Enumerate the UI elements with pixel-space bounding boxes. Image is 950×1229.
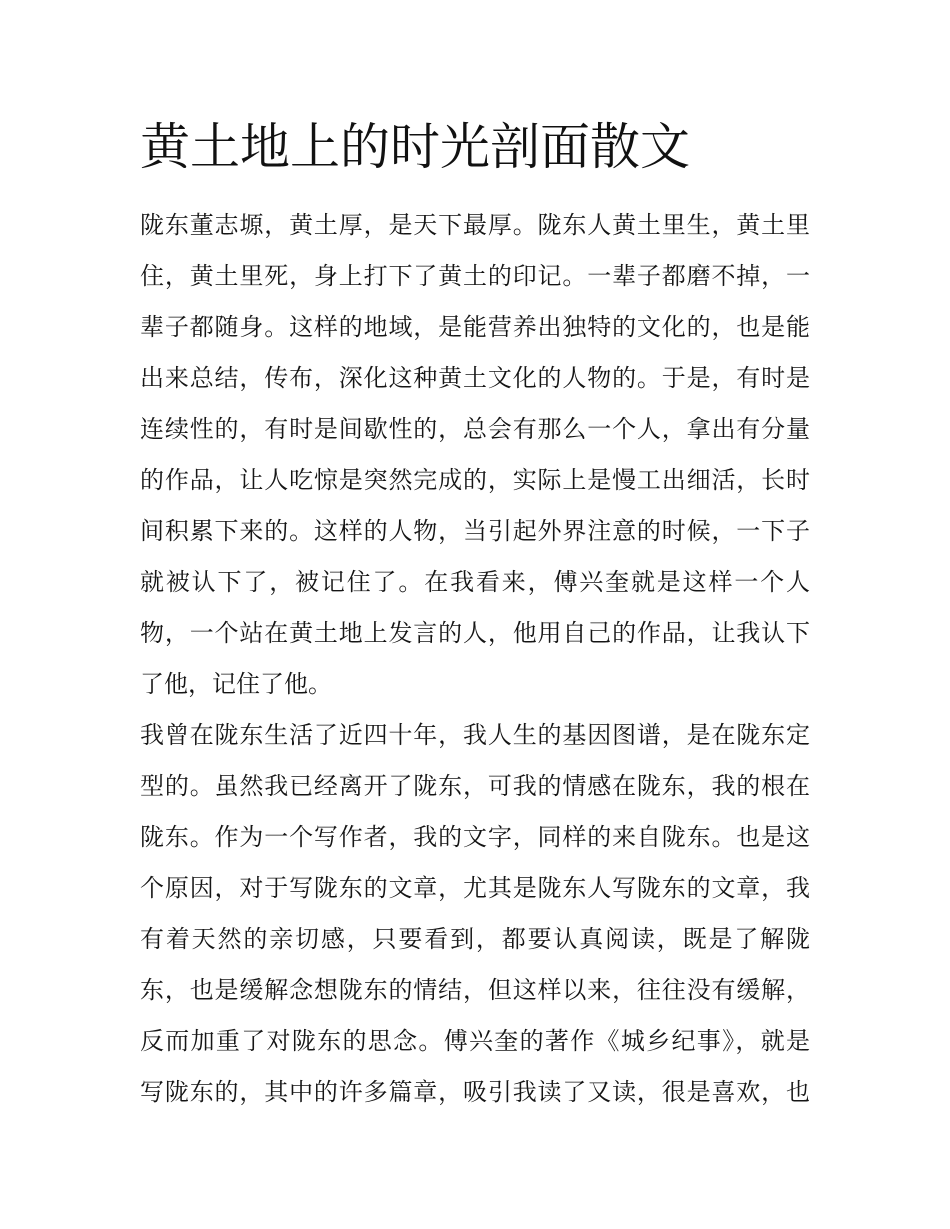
text-line: 辈子都随身。这样的地域，是能营养出独特的文化的，也是能 <box>140 313 810 341</box>
text-line: 出来总结，传布，深化这种黄土文化的人物的。于是，有时是 <box>140 364 810 392</box>
text-line: 有着天然的亲切感，只要看到，都要认真阅读，既是了解陇 <box>140 925 810 953</box>
document-title: 黄土地上的时光剖面散文 <box>140 118 690 176</box>
text-line: 就被认下了，被记住了。在我看来，傅兴奎就是这样一个人 <box>140 568 810 596</box>
document-body <box>140 200 810 1118</box>
text-line: 住，黄土里死，身上打下了黄土的印记。一辈子都磨不掉，一 <box>140 262 810 290</box>
text-line: 物，一个站在黄土地上发言的人，他用自己的作品，让我认下 <box>140 619 810 647</box>
text-line: 的作品，让人吃惊是突然完成的，实际上是慢工出细活，长时 <box>140 466 810 494</box>
text-line: 东，也是缓解念想陇东的情结，但这样以来，往往没有缓解， <box>140 976 810 1004</box>
text-line: 写陇东的，其中的许多篇章，吸引我读了又读，很是喜欢，也 <box>140 1078 810 1106</box>
text-line: 反而加重了对陇东的思念。傅兴奎的著作《城乡纪事》，就是 <box>140 1027 810 1055</box>
text-line: 个原因，对于写陇东的文章，尤其是陇东人写陇东的文章，我 <box>140 874 810 902</box>
text-line: 连续性的，有时是间歇性的，总会有那么一个人，拿出有分量 <box>140 415 810 443</box>
text-line: 陇东。作为一个写作者，我的文字，同样的来自陇东。也是这 <box>140 823 810 851</box>
text-line: 陇东董志塬，黄土厚，是天下最厚。陇东人黄土里生，黄土里 <box>140 211 810 239</box>
text-line: 间积累下来的。这样的人物，当引起外界注意的时候，一下子 <box>140 517 810 545</box>
text-line: 我曾在陇东生活了近四十年，我人生的基因图谱，是在陇东定 <box>140 721 810 749</box>
text-line-paragraph-end: 了他，记住了他。 <box>140 670 332 698</box>
text-line: 型的。虽然我已经离开了陇东，可我的情感在陇东，我的根在 <box>140 772 810 800</box>
